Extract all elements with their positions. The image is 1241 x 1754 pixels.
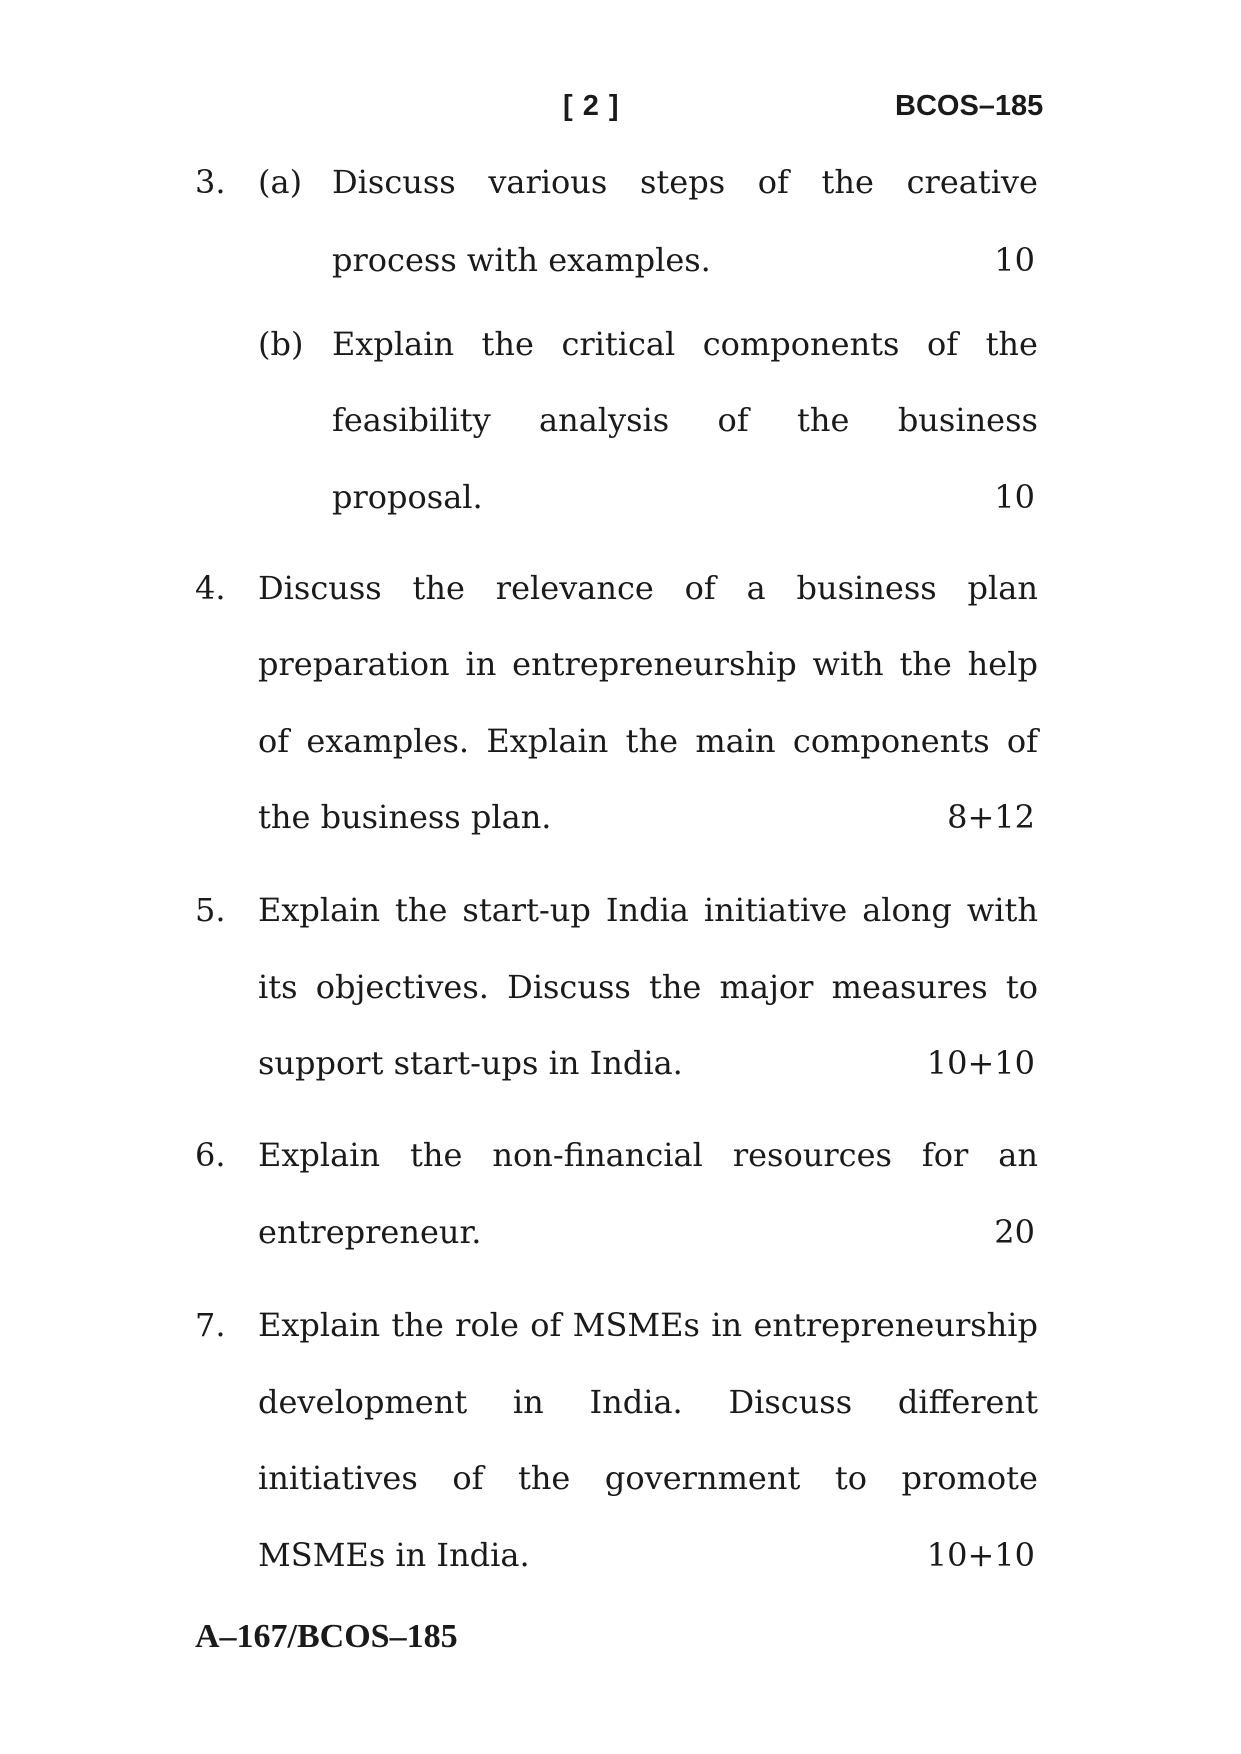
word: its (258, 968, 298, 1006)
question-line: the business plan. (258, 798, 552, 836)
question-line: process with examples. (332, 241, 711, 279)
word: critical (561, 325, 676, 363)
word: creative (906, 163, 1038, 201)
word: main (695, 722, 776, 760)
word: in (465, 645, 497, 683)
word: analysis (539, 401, 670, 439)
word: help (967, 645, 1038, 683)
word: the (395, 891, 448, 929)
question-line (332, 400, 1038, 440)
question-line: entrepreneur. (258, 1213, 482, 1251)
question-number: 6. (195, 1136, 226, 1174)
word: development (258, 1383, 468, 1421)
word: Discuss (728, 1383, 853, 1421)
word: to (1005, 968, 1038, 1006)
word: government (604, 1459, 801, 1497)
word: examples. (306, 722, 470, 760)
question-line (258, 967, 1038, 1007)
marks: 20 (994, 1213, 1035, 1251)
word: initiatives (258, 1459, 418, 1497)
word: of (452, 1459, 484, 1497)
word: of (684, 569, 716, 607)
word: objectives. (315, 968, 489, 1006)
word: Explain (486, 722, 609, 760)
word: promote (901, 1459, 1038, 1497)
word: India (605, 891, 689, 929)
word: with (966, 891, 1038, 929)
word: the (625, 722, 679, 760)
question-line (258, 644, 1038, 684)
word: MSMEs (572, 1306, 700, 1344)
word: India. (589, 1383, 683, 1421)
word: steps (639, 163, 726, 201)
word: relevance (495, 569, 654, 607)
question-number: 7. (195, 1306, 226, 1344)
part-label: (a) (258, 163, 303, 201)
word: the (985, 325, 1038, 363)
question-line (258, 1135, 1038, 1175)
word: with (812, 645, 884, 683)
word: plan (967, 569, 1038, 607)
word: business (796, 569, 937, 607)
question-line: support start-ups in India. (258, 1044, 683, 1082)
word: the (821, 163, 874, 201)
word: initiative (703, 891, 848, 929)
question-line (258, 1382, 1038, 1422)
word: a (746, 569, 766, 607)
question-number: 3. (195, 163, 226, 201)
word: the (797, 401, 850, 439)
question-line (258, 890, 1038, 930)
word: the (410, 1136, 463, 1174)
word: of (1006, 722, 1038, 760)
marks: 10+10 (926, 1536, 1035, 1574)
marks: 10 (994, 241, 1035, 279)
question-line (258, 721, 1038, 761)
word: Discuss (258, 569, 382, 607)
course-code: BCOS–185 (895, 90, 1044, 122)
word: components (792, 722, 990, 760)
word: the (517, 1459, 571, 1497)
word: of (717, 401, 749, 439)
marks: 10 (994, 478, 1035, 516)
word: non-financial (492, 1136, 703, 1174)
word: Discuss (332, 163, 456, 201)
word: the (412, 569, 465, 607)
word: of (926, 325, 959, 363)
part-label: (b) (258, 325, 304, 363)
word: for (921, 1136, 969, 1174)
question-line: proposal. (332, 478, 483, 516)
word: feasibility (332, 401, 491, 439)
word: in (512, 1383, 544, 1421)
word: the (648, 968, 702, 1006)
word: along (862, 891, 952, 929)
question-line (258, 1458, 1038, 1498)
word: of (258, 722, 290, 760)
marks: 10+10 (926, 1044, 1035, 1082)
word: business (897, 401, 1038, 439)
word: of (530, 1306, 562, 1344)
question-line (332, 324, 1038, 364)
question-line (258, 568, 1038, 608)
question-number: 5. (195, 891, 226, 929)
word: in (711, 1306, 743, 1344)
word: measures (831, 968, 988, 1006)
word: start-up (462, 891, 591, 929)
word: components (702, 325, 900, 363)
word: to (834, 1459, 867, 1497)
question-line: MSMEs in India. (258, 1536, 530, 1574)
word: the (899, 645, 952, 683)
word: major (719, 968, 814, 1006)
word: entrepreneurship (753, 1306, 1038, 1344)
word: Discuss (507, 968, 631, 1006)
word: different (897, 1383, 1038, 1421)
word: Explain (332, 325, 455, 363)
question-number: 4. (195, 569, 226, 607)
page-number: [ 2 ] (563, 90, 620, 122)
word: the (391, 1306, 444, 1344)
word: resources (732, 1136, 892, 1174)
word: Explain (258, 1136, 381, 1174)
question-line (258, 1305, 1038, 1345)
word: entrepreneurship (512, 645, 797, 683)
word: Explain (258, 1306, 381, 1344)
footer-code: A–167/BCOS–185 (195, 1618, 458, 1655)
word: an (998, 1136, 1038, 1174)
word: various (488, 163, 608, 201)
word: Explain (258, 891, 381, 929)
word: of (757, 163, 789, 201)
word: role (455, 1306, 519, 1344)
word: the (481, 325, 534, 363)
word: preparation (258, 645, 450, 683)
marks: 8+12 (947, 798, 1035, 836)
question-line (332, 162, 1038, 202)
